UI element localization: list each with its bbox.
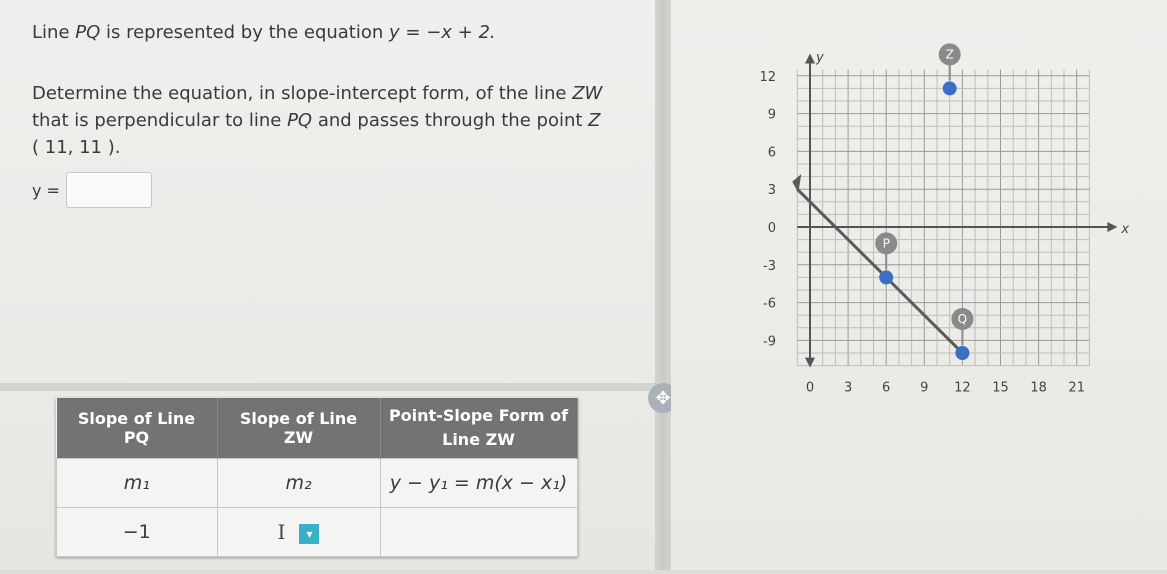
graph-panel: [671, 0, 1167, 570]
q-text: Line: [32, 22, 76, 43]
q-text: is represented by the equation: [100, 22, 390, 43]
vertical-divider[interactable]: [655, 0, 671, 570]
x-tick-label: 21: [1068, 380, 1085, 396]
header-point-slope: Point-Slope Form of Line ZW: [380, 398, 577, 459]
coordinate-graph[interactable]: [671, 0, 1167, 570]
answer-input[interactable]: [66, 172, 152, 208]
q-line-name: PQ: [287, 110, 313, 131]
table-row: [57, 459, 578, 508]
x-tick-label: 15: [992, 380, 1009, 396]
answer-label: y =: [32, 180, 60, 200]
x-tick-label: 0: [805, 380, 815, 396]
question-statement: [32, 22, 496, 43]
line-pq-segment: [797, 189, 962, 353]
dropdown-icon[interactable]: ▾: [299, 524, 319, 544]
q-equation: y = −x + 2.: [389, 22, 496, 43]
y-tick-label: -6: [763, 296, 776, 312]
y-tick-label: 9: [767, 107, 776, 123]
cell-m2: m₂: [217, 459, 380, 508]
y-tick-label: -3: [763, 258, 776, 274]
q-text: that is perpendicular to line: [32, 110, 288, 131]
horizontal-divider: [0, 383, 655, 391]
q-point-name: Z: [588, 110, 601, 131]
point-label-z: Z: [945, 47, 954, 62]
x-tick-label: 9: [920, 380, 929, 396]
y-axis-arrow-icon: [805, 54, 815, 64]
y-tick-label: -9: [763, 334, 776, 350]
q-line-name: PQ: [75, 22, 101, 43]
cell-pq-slope-value: −1: [57, 508, 218, 557]
graph-ticks: [759, 70, 1085, 396]
y-tick-label: 12: [759, 69, 776, 85]
answer-row: [32, 172, 152, 208]
x-tick-label: 18: [1030, 380, 1047, 396]
move-icon[interactable]: ✥: [648, 383, 678, 413]
text-cursor-icon: I: [277, 520, 286, 544]
graph-grid: [797, 70, 1089, 366]
cell-point-slope-input[interactable]: [380, 508, 577, 557]
point-label-p: P: [882, 236, 890, 251]
y-axis-label: y: [816, 50, 824, 66]
point-z: [943, 81, 957, 95]
header-slope-pq: Slope of Line PQ: [57, 398, 218, 459]
x-tick-label: 12: [954, 380, 971, 396]
q-text: Determine the equation, in slope-intercept form, of the line: [32, 83, 573, 104]
x-tick-label: 3: [843, 380, 853, 396]
y-tick-label: 0: [767, 221, 776, 236]
cell-point-slope-formula: y − y₁ = m(x − x₁): [380, 459, 577, 508]
point-label-q: Q: [957, 312, 968, 326]
point-p: [879, 270, 893, 284]
question-instruction: [32, 80, 612, 161]
cell-m1: m₁: [57, 459, 218, 508]
x-tick-label: 6: [882, 380, 891, 396]
slopes-table: [56, 398, 578, 557]
point-q: [955, 346, 969, 360]
x-axis-arrow-icon: [1107, 222, 1117, 232]
cell-zw-slope-input[interactable]: [217, 508, 380, 557]
table-row: [57, 508, 578, 557]
table-header-row: [57, 398, 578, 459]
q-text: and passes through the point: [312, 110, 589, 131]
x-axis-label: x: [1121, 222, 1130, 237]
q-point-coords: ( 11, 11 ).: [32, 137, 121, 158]
q-line-name: ZW: [572, 83, 603, 104]
y-tick-label: 3: [767, 183, 776, 199]
header-slope-zw: Slope of Line ZW: [217, 398, 380, 459]
y-tick-label: 6: [767, 145, 776, 161]
